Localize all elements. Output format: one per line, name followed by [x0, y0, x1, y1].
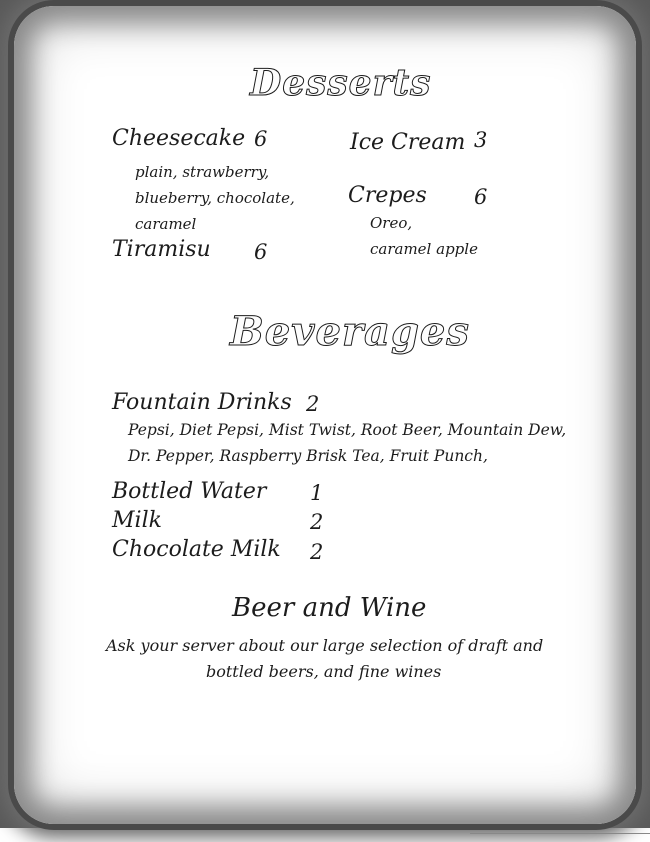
dessert-price-crepes: 6 [474, 185, 488, 209]
beverage-price-chocolate-milk: 2 [310, 540, 324, 564]
beverages-heading: Beverages [230, 308, 470, 355]
dessert-desc-crepes-1: Oreo, [370, 214, 413, 232]
dessert-price-tiramisu: 6 [254, 240, 268, 264]
dessert-desc-cheesecake-2: blueberry, chocolate, [135, 189, 295, 207]
beverage-item-fountain-drinks: Fountain Drinks [112, 390, 292, 415]
beverage-desc-fountain-1: Pepsi, Diet Pepsi, Mist Twist, Root Beer, Mountain Dew, [128, 421, 567, 439]
dessert-item-ice-cream: Ice Cream [350, 130, 466, 155]
dessert-desc-crepes-2: caramel apple [370, 240, 478, 258]
beverage-item-milk: Milk [112, 508, 162, 533]
dessert-item-cheesecake: Cheesecake [112, 126, 246, 151]
beverage-price-bottled-water: 1 [310, 481, 324, 505]
beverage-item-bottled-water: Bottled Water [112, 479, 267, 504]
dessert-desc-cheesecake-1: plain, strawberry, [135, 163, 270, 181]
dessert-item-tiramisu: Tiramisu [112, 237, 211, 262]
beverage-price-milk: 2 [310, 510, 324, 534]
beverage-price-fountain-drinks: 2 [306, 392, 320, 416]
dessert-price-ice-cream: 3 [474, 128, 488, 152]
beverage-desc-fountain-2: Dr. Pepper, Raspberry Brisk Tea, Fruit Punch, [128, 447, 488, 465]
dessert-desc-cheesecake-3: caramel [135, 215, 197, 233]
beer-wine-note-2: bottled beers, and fine wines [206, 662, 442, 681]
beer-wine-note-1: Ask your server about our large selection of draft and [106, 636, 544, 655]
beverage-item-chocolate-milk: Chocolate Milk [112, 537, 281, 562]
dessert-item-crepes: Crepes [348, 183, 427, 208]
desserts-heading: Desserts [250, 62, 432, 104]
dessert-price-cheesecake: 6 [254, 127, 268, 151]
beer-wine-heading: Beer and Wine [232, 593, 427, 623]
